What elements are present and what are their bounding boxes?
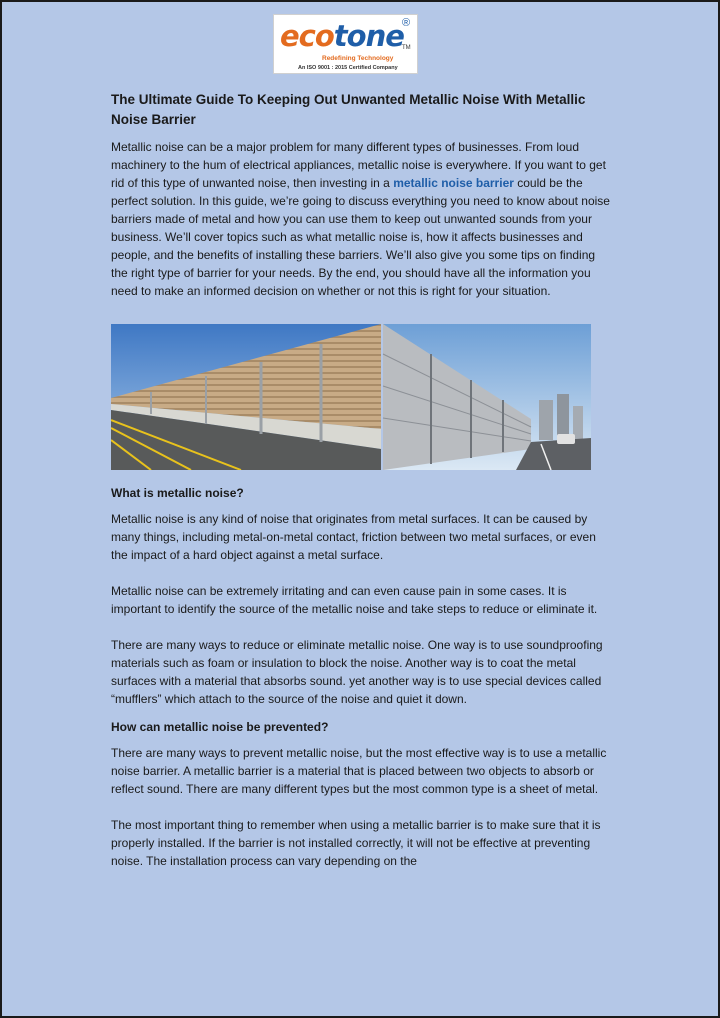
logo-word-eco: eco [280, 19, 334, 53]
intro-text-start: Metallic noise can be a major problem for many different types of businesses. From loud machinery to the hum of electrical appliances, metallic noise is everywhere. If you want to get rid of this type of unwanted noise, then investing in a [111, 140, 606, 190]
article-title: The Ultimate Guide To Keeping Out Unwanted Metallic Noise With Metallic Noise Barrier [111, 92, 586, 127]
registered-mark: ® [402, 17, 411, 29]
section1-paragraph-3: There are many ways to reduce or eliminate metallic noise. One way is to use soundproofing materials such as foam or insulation to block the noise. Another way is to coat the metal surfaces with a material that absorbs sound. yet another way is to use special devices called “mufflers” which attach to the source of the noise and quiet it down. [111, 638, 603, 706]
logo-wordmark [280, 19, 404, 53]
logo-tagline: Redefining Technology [322, 55, 394, 62]
section2-paragraph-2: The most important thing to remember when using a metallic barrier is to make sure that it is properly installed. If the barrier is not installed correctly, it will not be effective at preventing noise. The installation process can vary depending on the [111, 818, 601, 868]
noise-barrier-photo [111, 324, 591, 470]
logo-certification: An ISO 9001 : 2015 Certified Company [298, 65, 398, 71]
section1-paragraph-2: Metallic noise can be extremely irritating and can even cause pain in some cases. It is important to identify the source of the metallic noise and take steps to reduce or eliminate it. [111, 584, 598, 616]
section-heading-prevention: How can metallic noise be prevented? [111, 720, 329, 734]
intro-text-end: could be the perfect solution. In this guide, we’re going to discuss everything you need to know about noise barriers made of metal and how you can use them to keep out unwanted sounds from your business. We’ll cover topics such as what metallic noise is, how it affects businesses and people, and the benefits of installing these barriers. We’ll also give you some tips on finding the right type of barrier for your needs. By the end, you should have all the information you need to make an informed decision on whether or not this is right for your situation. [111, 176, 610, 298]
noise-barrier-illustration [111, 324, 591, 470]
intro-paragraph [111, 138, 611, 300]
ecotone-logo [273, 14, 418, 74]
section-heading-what-is: What is metallic noise? [111, 486, 244, 500]
logo-word-tone: tone [333, 19, 404, 53]
trademark-mark: TM [402, 45, 411, 51]
metallic-noise-barrier-link[interactable]: metallic noise barrier [393, 176, 514, 190]
article-body [111, 90, 611, 870]
section1-paragraph-1: Metallic noise is any kind of noise that originates from metal surfaces. It can be caused by many things, including metal-on-metal contact, friction between two metal surfaces, or even the impact of a hard object against a metal surface. [111, 512, 596, 562]
section2-paragraph-1: There are many ways to prevent metallic noise, but the most effective way is to use a metallic noise barrier. A metallic barrier is a material that is placed between two objects to absorb or reflect sound. There are many different types but the most common type is a sheet of metal. [111, 746, 607, 796]
